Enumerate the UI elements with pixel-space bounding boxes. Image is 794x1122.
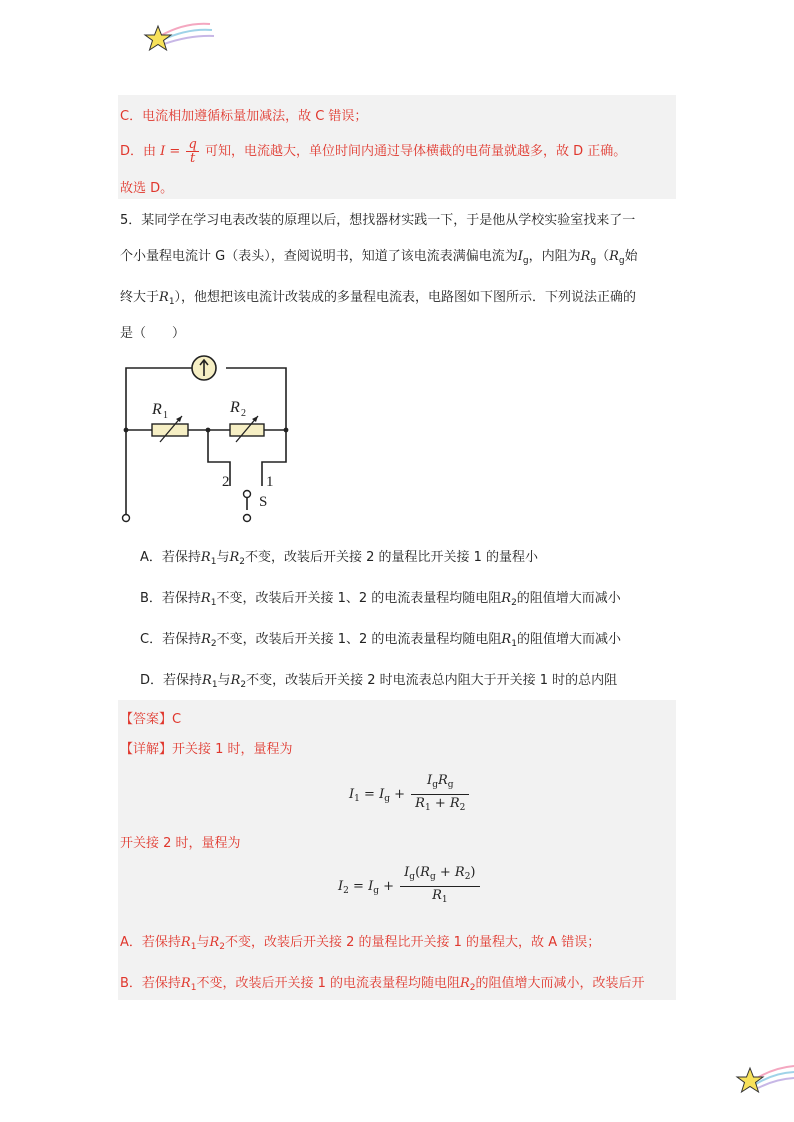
svg-text:1: 1 — [163, 410, 168, 421]
prev-conclusion: 故选 D。 — [120, 181, 174, 196]
option-a[interactable]: A．若保持$R_1$与$R_2$不变，改装后开关接 2 的量程比开关接 1 的量程小 — [140, 550, 539, 567]
shooting-star-icon — [734, 1058, 794, 1098]
svg-text:R: R — [152, 401, 162, 418]
svg-text:R: R — [230, 399, 240, 416]
detail-line-1: 【详解】开关接 1 时，量程为 — [120, 742, 293, 757]
detail-option-a: A．若保持$R_1$与$R_2$不变，改装后开关接 2 的量程比开关接 1 的量程大，故 A 错误； — [120, 935, 601, 952]
formula-i1: $I_1 = I_g$ + $\frac{I_gR_g}{R_1 + R_2}$ — [349, 772, 471, 817]
question-line-4: 是（ ） — [120, 326, 186, 341]
question-line-1: 5．某同学在学习电表改装的原理以后，想找器材实践一下，于是他从学校实验室找来了一 — [120, 213, 636, 228]
circuit-diagram — [110, 350, 310, 530]
answer-line: 【答案】C — [120, 712, 182, 727]
option-d[interactable]: D．若保持$R_1$与$R_2$不变，改装后开关接 2 时电流表总内阻大于开关接 1 时的总内阻 — [140, 673, 618, 690]
formula-i2: $I_2 = I_g$ + $\frac{I_g(R_g + R_2)}{R_1}$ — [338, 864, 482, 909]
svg-text:S: S — [259, 494, 268, 510]
svg-text:1: 1 — [266, 474, 274, 490]
prev-option-d: D．由 I = $\frac{q}{t}$ 可知，电流越大，单位时间内通过导体横截的电荷量就越多，故 D 正确。 — [120, 137, 627, 166]
detail-line-2: 开关接 2 时，量程为 — [120, 836, 241, 851]
option-c[interactable]: C．若保持$R_2$不变，改装后开关接 1、2 的电流表量程均随电阻$R_1$的阻值增大而减小 — [140, 632, 621, 649]
detail-option-b: B．若保持$R_1$不变，改装后开关接 1 的电流表量程均随电阻$R_2$的阻值增大而减小，改装后开 — [120, 976, 645, 993]
option-b[interactable]: B．若保持$R_1$不变，改装后开关接 1、2 的电流表量程均随电阻$R_2$的阻值增大而减小 — [140, 591, 621, 608]
prev-option-c: C．电流相加遵循标量加减法，故 C 错误； — [120, 109, 368, 124]
svg-text:2: 2 — [241, 408, 246, 419]
shooting-star-icon — [140, 18, 220, 60]
question-line-3: 终大于$R_1$），他想把该电流计改装成的多量程电流表，电路图如下图所示．下列说法正确的 — [120, 290, 637, 307]
question-line-2: 个小量程电流计 G（表头），查阅说明书，知道了该电流表满偏电流为$I_g$，内阻为$R_g(R_g$始 — [120, 249, 638, 266]
svg-text:2: 2 — [222, 474, 230, 490]
